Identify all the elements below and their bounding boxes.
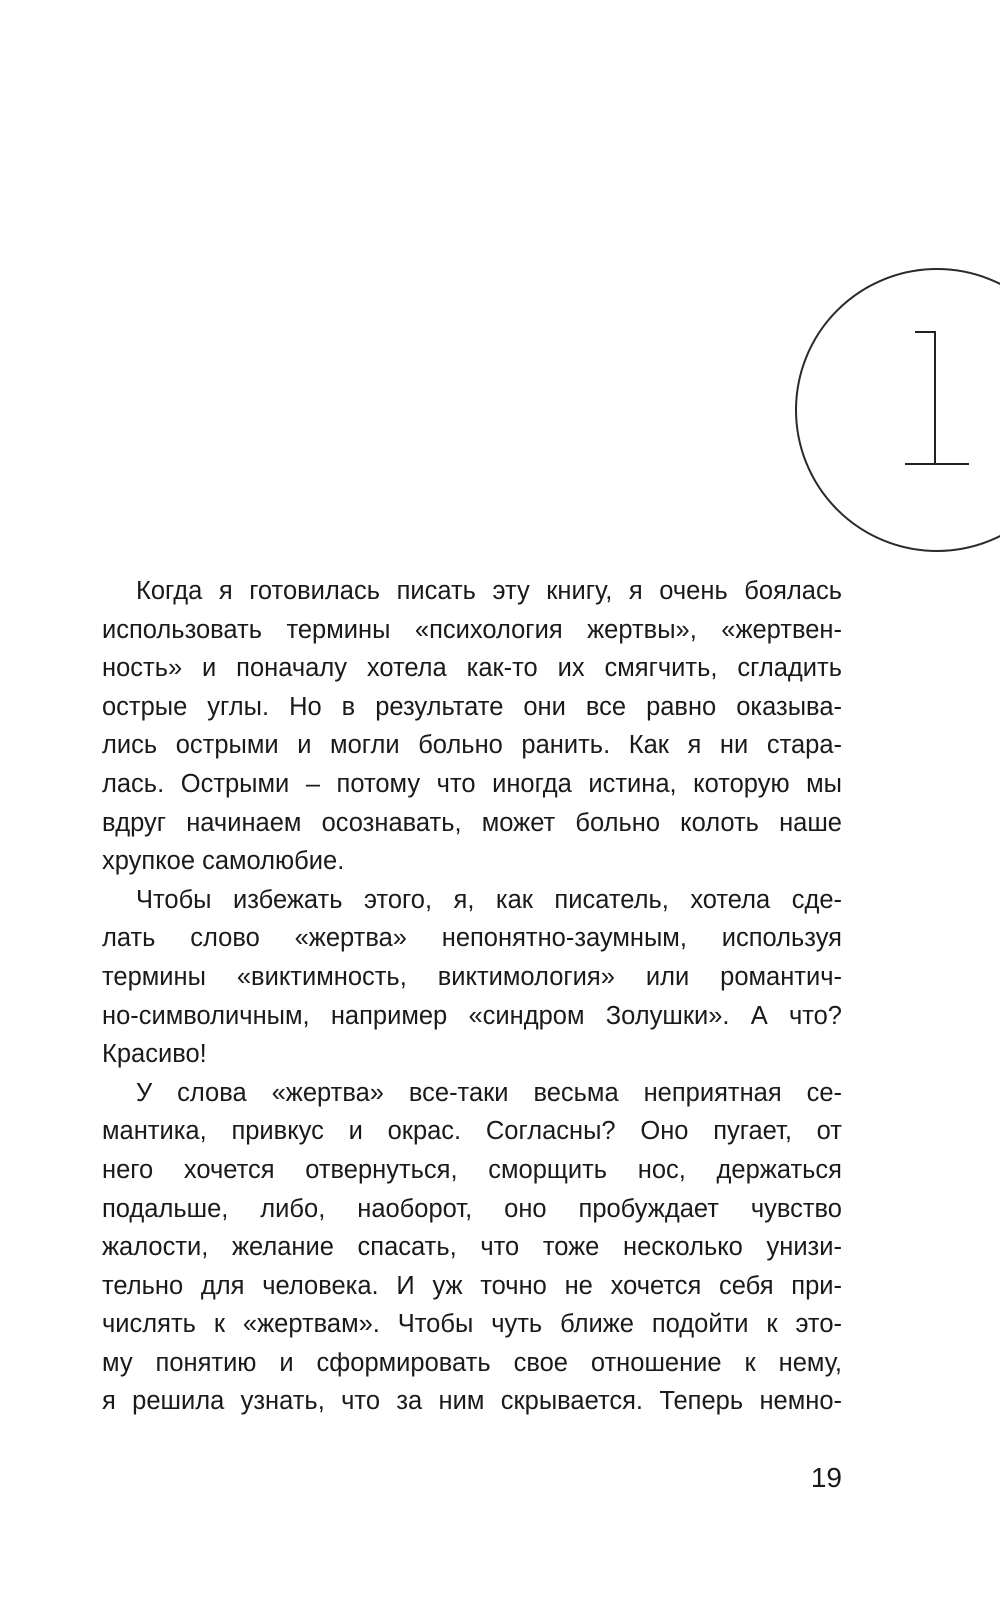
text-line: лась. Острыми – потому что иногда истина, которую мы: [102, 769, 842, 798]
text-line: я решила узнать, что за ним скрывается. Теперь немно-: [102, 1387, 842, 1416]
text-line: лись острыми и могли больно ранить. Как я ни стара-: [102, 731, 842, 760]
text-line: использовать термины «психология жертвы», «жертвен-: [102, 615, 842, 644]
text-line: тельно для человека. И уж точно не хочется себя при-: [102, 1271, 842, 1300]
text-line: термины «виктимность, виктимология» или романтич-: [102, 962, 842, 991]
text-line: У слова «жертва» все-таки весьма неприятная се-: [136, 1078, 842, 1107]
text-line: му понятию и сформировать свое отношение к нему,: [102, 1348, 842, 1377]
text-line: острые углы. Но в результате они все равно оказыва-: [102, 692, 842, 721]
text-line: жалости, желание спасать, что тоже несколько унизи-: [102, 1233, 842, 1262]
text-line: ность» и поначалу хотела как-то их смягчить, сгладить: [102, 654, 842, 683]
text-line: Когда я готовилась писать эту книгу, я очень боялась: [136, 577, 842, 605]
page-number: 19: [810, 1462, 842, 1493]
text-line: него хочется отвернуться, сморщить нос, держаться: [102, 1155, 842, 1184]
chapter-number-glyph: [905, 330, 977, 470]
text-line: подальше, либо, наоборот, оно пробуждает чувство: [102, 1194, 842, 1223]
chapter-body-text: [102, 572, 842, 1421]
text-line: числять к «жертвам». Чтобы чуть ближе подойти к это-: [102, 1310, 842, 1339]
text-line: Красиво!: [102, 1040, 207, 1069]
text-line: Чтобы избежать этого, я, как писатель, хотела сде-: [136, 885, 842, 914]
text-line: но-символичным, например «синдром Золушки». А что?: [102, 1001, 842, 1030]
text-line: мантика, привкус и окрас. Согласны? Оно пугает, от: [102, 1117, 842, 1146]
text-line: хрупкое самолюбие.: [102, 847, 345, 876]
text-line: вдруг начинаем осознавать, может больно колоть наше: [102, 808, 842, 837]
text-line: лать слово «жертва» непонятно-заумным, используя: [102, 924, 842, 953]
